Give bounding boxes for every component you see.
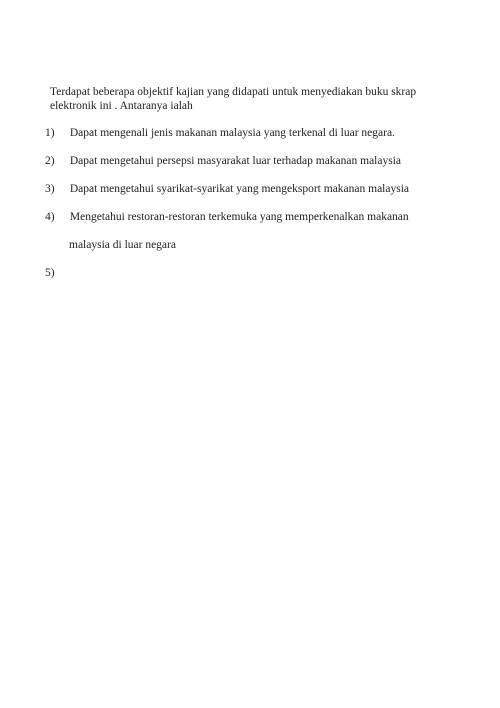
item-number: 4) [45, 211, 55, 223]
intro-line: elektronik ini . Antaranya ialah [50, 99, 193, 112]
objective-item [45, 126, 395, 140]
item-text: Dapat mengenali jenis makanan malaysia yang terkenal di luar negara. [69, 127, 395, 139]
objective-item [45, 210, 409, 224]
intro-paragraph [50, 86, 450, 113]
item-number: 2) [45, 155, 55, 167]
objective-item [45, 154, 401, 168]
objective-item [45, 182, 409, 196]
objective-item [45, 266, 70, 280]
item-continuation: malaysia di luar negara [69, 239, 176, 251]
item-number: 3) [45, 183, 55, 195]
intro-line: Terdapat beberapa objektif kajian yang didapati untuk menyediakan buku skrap [50, 86, 417, 98]
item-number: 1) [45, 127, 55, 139]
item-text: Mengetahui restoran-restoran terkemuka yang memperkenalkan makanan [69, 211, 409, 223]
item-number: 5) [45, 267, 55, 279]
item-text: Dapat mengetahui persepsi masyarakat luar terhadap makanan malaysia [69, 155, 401, 167]
item-text: Dapat mengetahui syarikat-syarikat yang mengeksport makanan malaysia [69, 183, 410, 195]
